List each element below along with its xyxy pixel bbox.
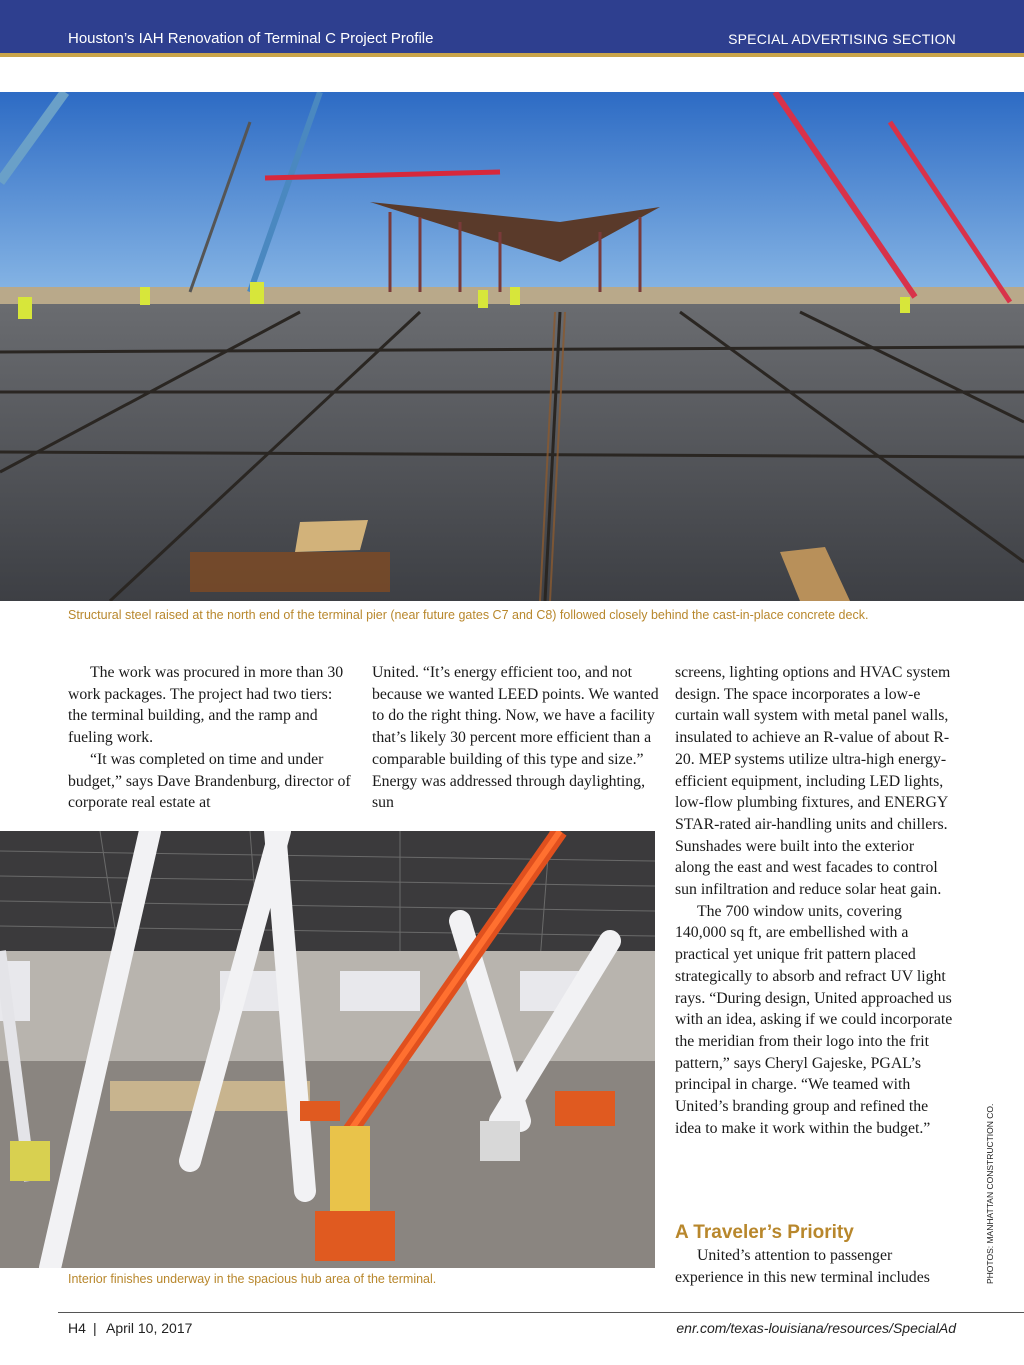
column1-paragraph-1: The work was procured in more than 30 work packages. The project had two tiers: the terminal building, and the ramp and fueling work. [68,664,344,747]
photo2-caption: Interior finishes underway in the spacious hub area of the terminal. [68,1272,437,1286]
column-3 [675,662,953,1139]
column-1 [68,662,353,814]
footer-rule [58,1312,1024,1313]
section-label: SPECIAL ADVERTISING SECTION [728,31,956,47]
header-title: Houston’s IAH Renovation of Terminal C Project Profile [68,30,434,47]
photo1-caption: Structural steel raised at the north end of the terminal pier (near future gates C7 and C8) followed closely behind the cast-in-place concrete deck. [68,608,869,622]
footer-url[interactable]: enr.com/texas-louisiana/resources/SpecialAd [676,1320,956,1336]
column2-paragraph-1: United. “It’s energy efficient too, and not because we wanted LEED points. We wanted to do the right thing. Now, we have a facility that’s likely 30 percent more efficient than a comparable building of this type and size.” Energy was addressed through daylighting, sun [372,664,659,812]
column-2 [372,662,660,814]
section-heading: A Traveler’s Priority [675,1222,854,1243]
header-bar [0,0,1024,53]
issue-date: April 10, 2017 [106,1320,193,1336]
column3-paragraph-2: The 700 window units, covering 140,000 sq ft, are embellished with a practical yet unique frit pattern placed strategically to absorb and refract UV light rays. “During design, United approached us with an idea, asking if we could incorporate the meridian from their logo into the frit pattern,” says Cheryl Gajeske, PGAL’s principal in charge. “We teamed with United’s branding group and refined the idea to make it work within the budget.” [675,902,953,1137]
column1-paragraph-2: “It was completed on time and under budget,” says Dave Brandenburg, director of corporate real estate at [68,750,351,812]
photo-credit: PHOTOS: MANHATTAN CONSTRUCTION CO. [985,1103,995,1284]
column3-paragraph-1: screens, lighting options and HVAC system design. The space incorporates a low-e curtain wall system with metal panel walls, insulated to achieve an R-value of about R-20. MEP systems utilize ultra-high energy-efficient equipment, including LED lights, low-flow plumbing fixtures, and ENERGY STAR-rated air-handling units and chillers. Sunshades were built into the exterior along the east and west facades to control sun infiltration and reduce solar heat gain. [675,664,951,899]
column-3-continued [675,1245,953,1288]
interior-hub-photo [0,831,655,1268]
page-number: H4 [68,1320,86,1336]
column3-paragraph-3: United’s attention to passenger experience in this new terminal includes [675,1247,930,1286]
construction-deck-photo [0,92,1024,601]
header-rule [0,53,1024,57]
footer-separator: | [93,1320,97,1336]
